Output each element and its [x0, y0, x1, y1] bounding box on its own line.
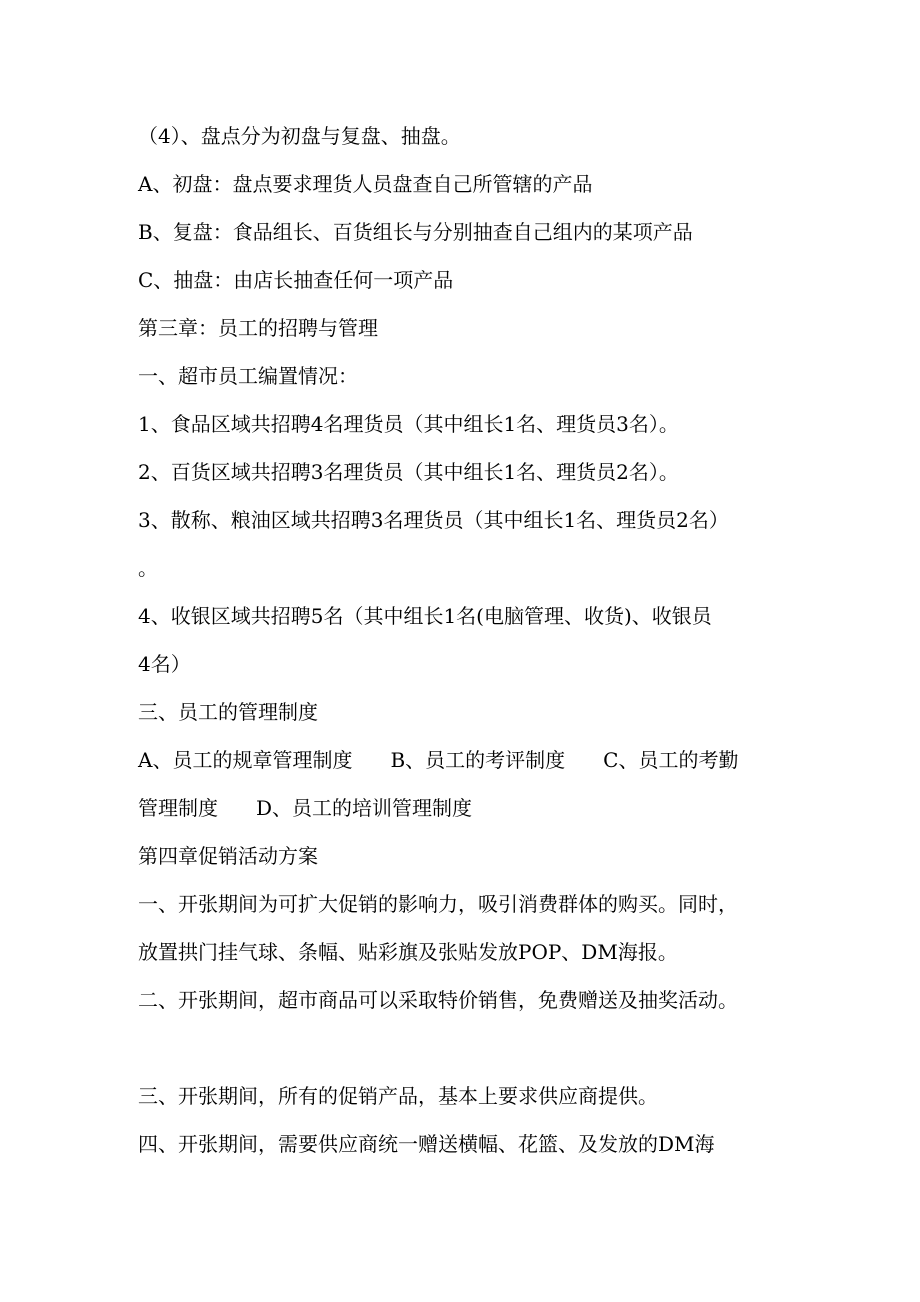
system-evaluation: B、员工的考评制度: [390, 748, 566, 772]
paragraph-staffing-food: 1、食品区域共招聘4名理货员（其中组长1名、理货员3名）。: [138, 412, 679, 436]
chapter-4-heading: 第四章促销活动方案: [138, 844, 318, 868]
paragraph-promo-1: 一、开张期间为可扩大促销的影响力，吸引消费群体的购买。同时，: [138, 892, 738, 916]
system-attendance-cont: 管理制度: [138, 796, 218, 820]
paragraph-promo-2: 二、开张期间，超市商品可以采取特价销售，免费赠送及抽奖活动。: [138, 988, 738, 1012]
section-management-heading: 三、员工的管理制度: [138, 700, 318, 724]
paragraph-inventory-types: （4）、盘点分为初盘与复盘、抽盘。: [138, 124, 461, 148]
paragraph-staffing-cashier-cont: 4名）: [138, 652, 191, 676]
paragraph-recount: B、复盘：食品组长、百货组长与分别抽查自己组内的某项产品: [138, 220, 693, 244]
paragraph-promo-3: 三、开张期间，所有的促销产品，基本上要求供应商提供。: [138, 1084, 658, 1108]
system-training: D、员工的培训管理制度: [256, 796, 473, 820]
management-systems-row-1: [138, 746, 738, 774]
paragraph-initial-count: A、初盘：盘点要求理货人员盘查自己所管辖的产品: [138, 172, 593, 196]
system-rules: A、员工的规章管理制度: [138, 748, 353, 772]
section-staffing-heading: 一、超市员工编置情况：: [138, 364, 358, 388]
paragraph-promo-1-cont: 放置拱门挂气球、条幅、贴彩旗及张贴发放POP、DM海报。: [138, 940, 678, 964]
paragraph-staffing-cashier: 4、收银区域共招聘5名（其中组长1名(电脑管理、收货)、收银员: [138, 604, 712, 628]
paragraph-staffing-bulk: 3、散称、粮油区域共招聘3名理货员（其中组长1名、理货员2名）: [138, 508, 729, 532]
paragraph-promo-4: 四、开张期间，需要供应商统一赠送横幅、花篮、及发放的DM海: [138, 1132, 715, 1156]
paragraph-spot-check: C、抽盘：由店长抽查任何一项产品: [138, 268, 454, 292]
management-systems-row-2: [138, 794, 472, 822]
chapter-3-heading: 第三章：员工的招聘与管理: [138, 316, 378, 340]
paragraph-staffing-general: 2、百货区域共招聘3名理货员（其中组长1名、理货员2名）。: [138, 460, 679, 484]
paragraph-staffing-bulk-cont: 。: [138, 556, 158, 580]
system-attendance: C、员工的考勤: [603, 748, 739, 772]
